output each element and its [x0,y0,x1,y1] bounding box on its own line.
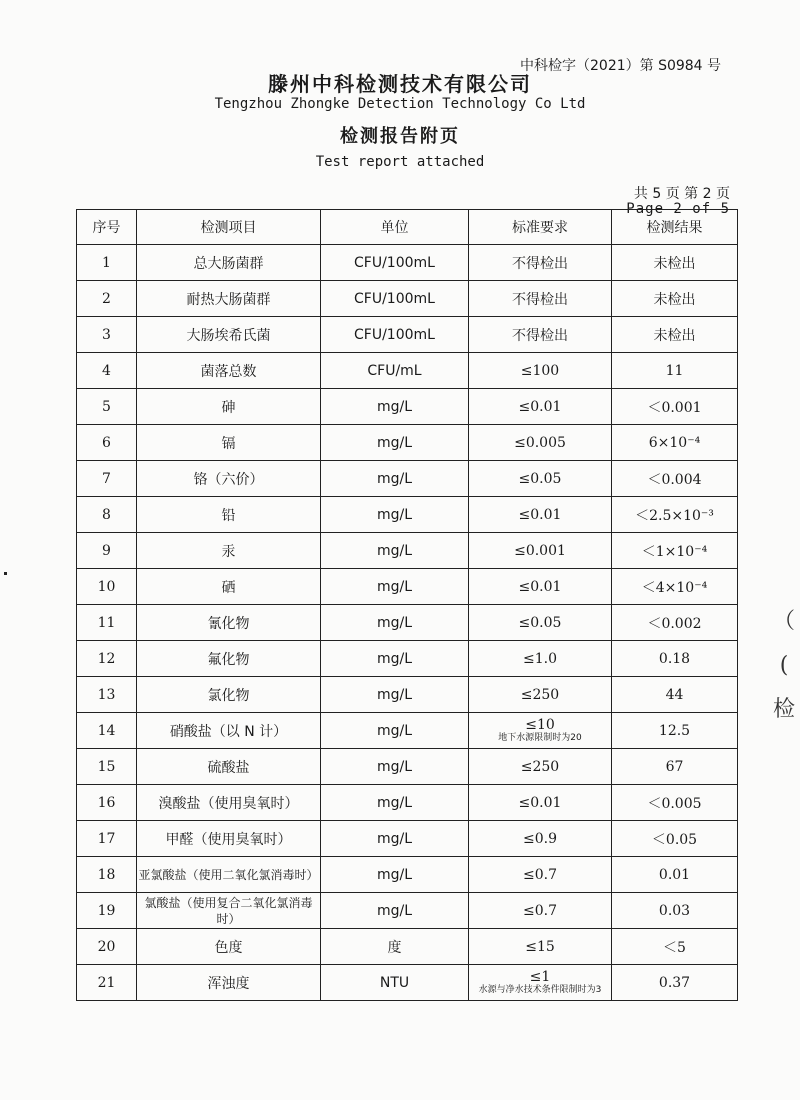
cell-item: 溴酸盐（使用臭氧时） [137,785,321,821]
page-indicator-cn: 共 5 页 第 2 页 [633,186,730,202]
standard-value: ≤10 [525,717,555,733]
cell-item: 亚氯酸盐（使用二氧化氯消毒时） [137,857,321,893]
cell-standard [469,641,612,677]
cell-item: 总大肠菌群 [137,245,321,281]
table-row [77,353,738,389]
cell-standard [469,929,612,965]
table-row [77,425,738,461]
cell-item: 大肠埃希氏菌 [137,317,321,353]
cell-result: 12.5 [612,713,738,749]
cell-unit: mg/L [321,821,469,857]
cell-item: 砷 [137,389,321,425]
cell-no: 1 [77,245,137,281]
cell-no: 13 [77,677,137,713]
scan-edge-mark: （ ( 检 [772,609,795,722]
cell-standard [469,245,612,281]
scan-dot [4,572,7,575]
cell-result: ＜5 [612,929,738,965]
cell-standard [469,281,612,317]
cell-standard [469,461,612,497]
cell-item: 色度 [137,929,321,965]
cell-no: 4 [77,353,137,389]
cell-standard [469,749,612,785]
cell-unit: mg/L [321,713,469,749]
cell-standard [469,317,612,353]
cell-result: 11 [612,353,738,389]
cell-no: 17 [77,821,137,857]
cell-no: 5 [77,389,137,425]
cell-standard [469,497,612,533]
table-row [77,641,738,677]
standard-value: ≤0.05 [518,614,562,631]
table-row [77,857,738,893]
cell-item: 耐热大肠菌群 [137,281,321,317]
cell-no: 3 [77,317,137,353]
test-results-table [76,209,738,1001]
standard-value: ≤1.0 [523,650,557,667]
cell-unit: CFU/100mL [321,245,469,281]
cell-result: ＜0.002 [612,605,738,641]
cell-item: 菌落总数 [137,353,321,389]
table-row [77,497,738,533]
standard-value: ≤0.005 [514,434,566,451]
cell-item: 浑浊度 [137,965,321,1001]
standard-value: ≤0.01 [518,398,562,415]
cell-result: 未检出 [612,245,738,281]
standard-value: ≤0.01 [518,578,562,595]
table-row [77,245,738,281]
cell-result: ＜4×10⁻⁴ [612,569,738,605]
table-row [77,281,738,317]
cell-result: ＜2.5×10⁻³ [612,497,738,533]
table-row [77,461,738,497]
standard-value: ≤0.01 [518,794,562,811]
cell-standard [469,605,612,641]
table-row [77,677,738,713]
cell-result: 44 [612,677,738,713]
standard-value: ≤0.05 [518,470,562,487]
standard-value: ≤0.9 [523,830,557,847]
table-row [77,785,738,821]
table-row [77,389,738,425]
column-header-unit: 单位 [321,210,469,245]
cell-unit: mg/L [321,641,469,677]
cell-result: ＜0.004 [612,461,738,497]
company-name-en: Tengzhou Zhongke Detection Technology Co Ltd [214,96,586,112]
table-header-row [77,210,738,245]
cell-result: 67 [612,749,738,785]
standard-note: 水源与净水技术条件限制时为3 [478,985,602,995]
table-row [77,713,738,749]
cell-standard [469,425,612,461]
standard-value: 不得检出 [512,255,568,272]
cell-unit: mg/L [321,461,469,497]
column-header-standard: 标准要求 [469,210,612,245]
table-row [77,965,738,1001]
column-header-result: 检测结果 [612,210,738,245]
cell-no: 19 [77,893,137,929]
cell-result: ＜0.05 [612,821,738,857]
cell-result: ＜0.001 [612,389,738,425]
cell-no: 21 [77,965,137,1001]
cell-item: 镉 [137,425,321,461]
table-row [77,605,738,641]
cell-result: 0.01 [612,857,738,893]
standard-value: ≤0.7 [523,902,557,919]
report-title-en: Test report attached [315,154,485,170]
cell-unit: mg/L [321,605,469,641]
table-row [77,929,738,965]
standard-value: ≤1 [529,969,551,985]
cell-item: 氟化物 [137,641,321,677]
cell-unit: mg/L [321,389,469,425]
cell-unit: mg/L [321,749,469,785]
cell-unit: CFU/100mL [321,317,469,353]
cell-unit: mg/L [321,677,469,713]
cell-no: 7 [77,461,137,497]
cell-result: 未检出 [612,317,738,353]
cell-result: 0.37 [612,965,738,1001]
cell-no: 10 [77,569,137,605]
standard-value: ≤250 [520,686,560,703]
cell-result: ＜1×10⁻⁴ [612,533,738,569]
standard-value: ≤250 [520,758,560,775]
cell-standard [469,785,612,821]
cell-item: 硒 [137,569,321,605]
cell-no: 9 [77,533,137,569]
column-header-item: 检测项目 [137,210,321,245]
cell-item: 铬（六价） [137,461,321,497]
cell-item: 硝酸盐（以 N 计） [137,713,321,749]
cell-no: 20 [77,929,137,965]
company-name-cn: 滕州中科检测技术有限公司 [268,72,532,96]
cell-result: 未检出 [612,281,738,317]
cell-result: 6×10⁻⁴ [612,425,738,461]
cell-standard [469,533,612,569]
cell-item: 汞 [137,533,321,569]
table-row [77,317,738,353]
standard-value: ≤0.7 [523,866,557,883]
column-header-no: 序号 [77,210,137,245]
document-number: 中科检字（2021）第 S0984 号 [520,58,722,74]
cell-standard [469,893,612,929]
cell-result: 0.03 [612,893,738,929]
cell-unit: mg/L [321,569,469,605]
cell-unit: 度 [321,929,469,965]
cell-unit: CFU/mL [321,353,469,389]
cell-item: 甲醛（使用臭氧时） [137,821,321,857]
page-indicator-en: Page 2 of 5 [626,201,730,217]
cell-standard [469,569,612,605]
cell-unit: NTU [321,965,469,1001]
standard-note: 地下水源限制时为20 [498,733,582,743]
cell-unit: CFU/100mL [321,281,469,317]
cell-no: 2 [77,281,137,317]
table-row [77,749,738,785]
standard-value: ≤100 [520,362,560,379]
report-title-cn: 检测报告附页 [340,126,460,147]
cell-no: 15 [77,749,137,785]
cell-no: 12 [77,641,137,677]
cell-item: 铅 [137,497,321,533]
cell-result: ＜0.005 [612,785,738,821]
cell-standard [469,677,612,713]
cell-item: 氯化物 [137,677,321,713]
standard-value: ≤0.01 [518,506,562,523]
cell-no: 8 [77,497,137,533]
cell-unit: mg/L [321,497,469,533]
cell-no: 18 [77,857,137,893]
table-row [77,569,738,605]
cell-standard [469,713,612,749]
standard-value: ≤15 [525,938,555,955]
standard-value: 不得检出 [512,327,568,344]
standard-value: ≤0.001 [514,542,566,559]
cell-standard [469,857,612,893]
table-row [77,821,738,857]
cell-standard [469,821,612,857]
cell-standard [469,389,612,425]
cell-item: 氯酸盐（使用复合二氧化氯消毒时） [137,893,321,929]
cell-unit: mg/L [321,857,469,893]
cell-item: 硫酸盐 [137,749,321,785]
cell-no: 14 [77,713,137,749]
cell-unit: mg/L [321,893,469,929]
cell-no: 11 [77,605,137,641]
cell-item: 氰化物 [137,605,321,641]
standard-value: 不得检出 [512,291,568,308]
cell-standard [469,353,612,389]
cell-no: 16 [77,785,137,821]
table-row [77,533,738,569]
table-row [77,893,738,929]
table-body [77,245,738,1001]
cell-unit: mg/L [321,533,469,569]
cell-unit: mg/L [321,425,469,461]
cell-unit: mg/L [321,785,469,821]
cell-result: 0.18 [612,641,738,677]
cell-no: 6 [77,425,137,461]
cell-standard [469,965,612,1001]
